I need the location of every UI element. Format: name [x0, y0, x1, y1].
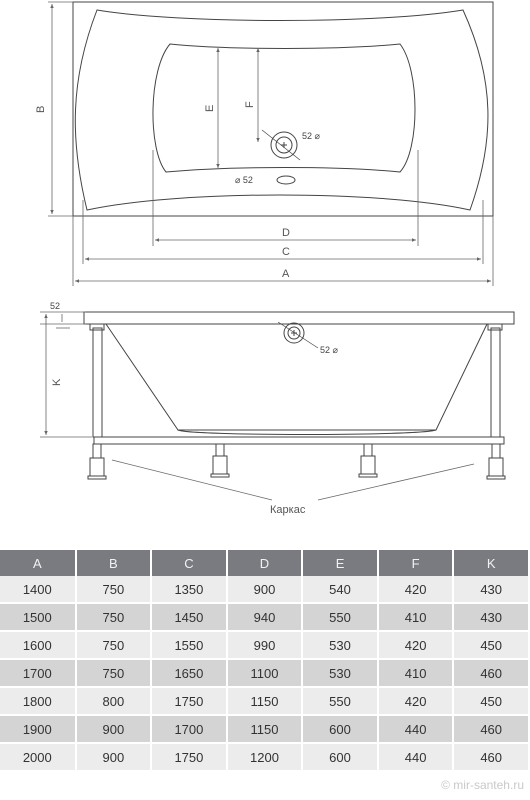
- table-header: D: [227, 550, 303, 576]
- table-cell: 1500: [0, 603, 76, 631]
- table-header: F: [378, 550, 454, 576]
- table-cell: 940: [227, 603, 303, 631]
- frame-foot-2: [211, 444, 229, 477]
- table-cell: 900: [76, 743, 152, 771]
- table-cell: 460: [453, 743, 529, 771]
- frame-leg-right: [491, 328, 500, 437]
- table-header: E: [302, 550, 378, 576]
- table-cell: 1750: [151, 743, 227, 771]
- table-header: B: [76, 550, 152, 576]
- dim-label-a: A: [282, 268, 290, 280]
- dimensions-table: [0, 550, 530, 772]
- table-cell: 420: [378, 631, 454, 659]
- table-cell: 1800: [0, 687, 76, 715]
- table-cell: 1600: [0, 631, 76, 659]
- overflow-label: ⌀ 52: [235, 175, 253, 185]
- table-cell: 600: [302, 743, 378, 771]
- side-view: [84, 312, 514, 479]
- table-cell: 900: [76, 715, 152, 743]
- table-cell: 1200: [227, 743, 303, 771]
- table-row: [0, 715, 529, 743]
- rim-thickness-label: 52: [50, 301, 61, 311]
- table-cell: 530: [302, 631, 378, 659]
- table-cell: 440: [378, 715, 454, 743]
- table-cell: 420: [378, 576, 454, 603]
- table-cell: 800: [76, 687, 152, 715]
- table-cell: 450: [453, 631, 529, 659]
- table-cell: 750: [76, 603, 152, 631]
- table-cell: 410: [378, 603, 454, 631]
- table-row: [0, 687, 529, 715]
- watermark: © mir-santeh.ru: [441, 778, 524, 792]
- top-view: [73, 2, 493, 216]
- table-cell: 450: [453, 687, 529, 715]
- table-header: C: [151, 550, 227, 576]
- table-cell: 900: [227, 576, 303, 603]
- table-header: A: [0, 550, 76, 576]
- frame-leg-left: [93, 328, 102, 437]
- table-cell: 530: [302, 659, 378, 687]
- dim-label-b: B: [35, 105, 47, 113]
- frame-foot-1: [88, 444, 106, 479]
- table-header-row: [0, 550, 529, 576]
- tub-rim: [84, 312, 514, 324]
- table-cell: 1750: [151, 687, 227, 715]
- frame-foot-3: [359, 444, 377, 477]
- table-header: K: [453, 550, 529, 576]
- table-cell: 750: [76, 576, 152, 603]
- tub-bottom: [178, 430, 436, 435]
- table-cell: 600: [302, 715, 378, 743]
- table-cell: 1150: [227, 687, 303, 715]
- table-cell: 1150: [227, 715, 303, 743]
- table-cell: 1900: [0, 715, 76, 743]
- table-cell: 1700: [151, 715, 227, 743]
- table-cell: 540: [302, 576, 378, 603]
- table-cell: 750: [76, 631, 152, 659]
- tub-body-profile: [106, 324, 487, 430]
- frame-label: Каркас: [270, 504, 306, 516]
- table-cell: 460: [453, 715, 529, 743]
- table-cell: 750: [76, 659, 152, 687]
- table-cell: 410: [378, 659, 454, 687]
- table-cell: 1400: [0, 576, 76, 603]
- drain-label: 52 ⌀: [302, 131, 320, 141]
- table-cell: 460: [453, 659, 529, 687]
- dim-label-f: F: [244, 101, 256, 108]
- table-cell: 550: [302, 687, 378, 715]
- tub-rim-inner: [75, 10, 488, 210]
- table-row: [0, 659, 529, 687]
- table-cell: 1100: [227, 659, 303, 687]
- table-cell: 2000: [0, 743, 76, 771]
- overflow-hole: [277, 176, 295, 184]
- table-cell: 1650: [151, 659, 227, 687]
- frame-foot-4: [487, 444, 505, 479]
- table-cell: 440: [378, 743, 454, 771]
- table-row: [0, 603, 529, 631]
- table-cell: 430: [453, 576, 529, 603]
- table-cell: 1450: [151, 603, 227, 631]
- table-cell: 1550: [151, 631, 227, 659]
- table-cell: 420: [378, 687, 454, 715]
- dim-label-c: C: [282, 246, 290, 258]
- dim-label-e: E: [204, 104, 216, 112]
- frame-crossbar: [94, 437, 504, 444]
- table-cell: 1350: [151, 576, 227, 603]
- table-cell: 1700: [0, 659, 76, 687]
- table-cell: 990: [227, 631, 303, 659]
- table-row: [0, 631, 529, 659]
- side-drain-label: 52 ⌀: [320, 345, 338, 355]
- dim-label-d: D: [282, 227, 290, 239]
- table-cell: 550: [302, 603, 378, 631]
- dim-label-k: K: [51, 378, 63, 386]
- table-row: [0, 576, 529, 603]
- table-cell: 430: [453, 603, 529, 631]
- table-row: [0, 743, 529, 771]
